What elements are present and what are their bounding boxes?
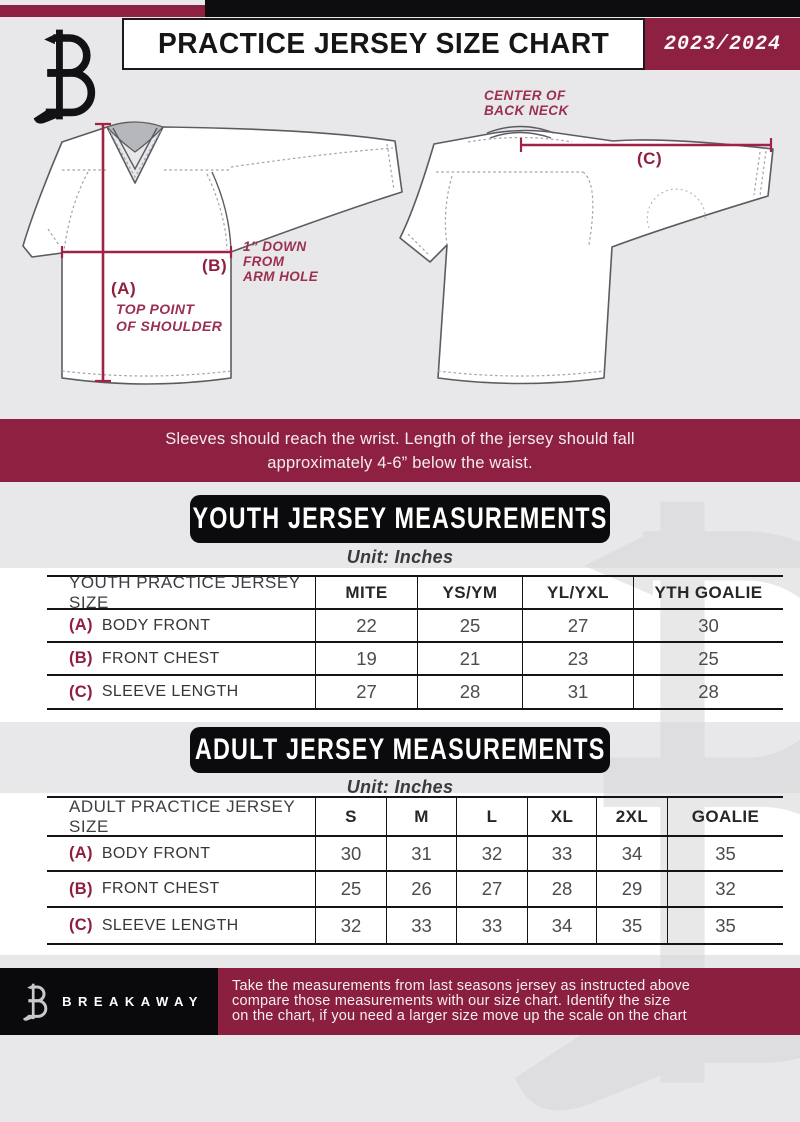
table-cell: 33 (456, 908, 527, 945)
center-back-neck-note (484, 88, 569, 118)
youth-size-table (47, 572, 783, 710)
table-cell: 35 (596, 908, 667, 945)
row-label: BODY FRONT (101, 844, 211, 862)
arm-hole-note (243, 239, 318, 284)
adult-size-table (47, 796, 783, 945)
table-cell: 21 (417, 643, 522, 676)
row-key: (C) (69, 682, 93, 701)
adult-section-badge (190, 727, 610, 773)
table-cell: 27 (315, 676, 417, 710)
table-header-cell: YS/YM (417, 577, 522, 610)
row-label: FRONT CHEST (101, 880, 220, 897)
table-header-cell: 2XL (596, 798, 667, 837)
fit-instruction-banner (0, 419, 800, 482)
top-point-shoulder-note (116, 301, 222, 335)
table-header-cell: XL (527, 798, 596, 837)
table-cell: 27 (456, 872, 527, 908)
adult-unit-label: Unit: Inches (346, 777, 454, 797)
footer-line: Take the measurements from last seasons jersey as instructed above (232, 977, 691, 994)
table-row-label (47, 908, 315, 945)
table-row-label (47, 643, 315, 676)
banner-line: Sleeves should reach the wrist. Length of the jersey should fall (165, 429, 635, 448)
row-label: SLEEVE LENGTH (101, 683, 239, 700)
note-line: 1” DOWN (243, 239, 307, 254)
table-cell: 28 (633, 676, 783, 710)
adult-section-title: ADULT JERSEY MEASUREMENTS (194, 733, 606, 766)
table-cell: 25 (417, 610, 522, 643)
table-cell: 31 (522, 676, 633, 710)
table-cell: 19 (315, 643, 417, 676)
row-label: SLEEVE LENGTH (101, 916, 239, 934)
measurement-key-c: (C) (637, 149, 663, 168)
breakaway-logo-icon (26, 20, 102, 132)
row-key: (A) (69, 616, 93, 634)
jersey-back-diagram (400, 127, 773, 384)
table-cell: 23 (522, 643, 633, 676)
footer-instructions (218, 968, 800, 1035)
footer (0, 968, 800, 1035)
row-label: FRONT CHEST (101, 649, 220, 667)
youth-section-badge (190, 495, 610, 543)
table-cell: 29 (596, 872, 667, 908)
table-header-cell: L (456, 798, 527, 837)
youth-unit-label: Unit: Inches (346, 547, 454, 567)
note-line: CENTER OF (484, 88, 566, 103)
banner-line: approximately 4-6” below the waist. (267, 453, 533, 472)
table-row-label (47, 837, 315, 872)
row-key: (A) (69, 844, 93, 862)
table-header-cell: MITE (315, 577, 417, 610)
table-row-label (47, 676, 315, 710)
table-cell: 32 (315, 908, 386, 945)
table-header-cell: GOALIE (667, 798, 783, 837)
footer-line: on the chart, if you need a larger size move up the scale on the chart (232, 1008, 687, 1025)
table-header-cell: YL/YXL (522, 577, 633, 610)
table-cell: 27 (522, 610, 633, 643)
note-line: OF SHOULDER (116, 318, 223, 334)
season-badge (645, 18, 800, 70)
footer-brand-block (0, 968, 218, 1035)
table-cell: 25 (315, 872, 386, 908)
note-line: ARM HOLE (243, 269, 319, 284)
table-cell: 28 (527, 872, 596, 908)
footer-line: compare those measurements with our size chart. Identify the size (232, 992, 671, 1009)
table-row-label (47, 872, 315, 908)
table-cell: 35 (667, 908, 783, 945)
table-cell: 26 (386, 872, 456, 908)
measurement-key-a: (A) (111, 279, 137, 298)
table-cell: 33 (527, 837, 596, 872)
table-cell: 33 (386, 908, 456, 945)
footer-brand-name: BREAKAWAY (62, 994, 204, 1009)
row-key: (B) (69, 649, 93, 667)
table-header-cell: S (315, 798, 386, 837)
breakaway-logo-icon (20, 981, 50, 1023)
table-cell: 30 (633, 610, 783, 643)
row-label: BODY FRONT (101, 616, 211, 634)
table-cell: 22 (315, 610, 417, 643)
row-key: (C) (69, 916, 93, 934)
note-line: BACK NECK (484, 103, 569, 118)
table-cell: 25 (633, 643, 783, 676)
table-header-cell: YOUTH PRACTICE JERSEY SIZE (47, 577, 315, 610)
table-header-cell: ADULT PRACTICE JERSEY SIZE (47, 798, 315, 837)
youth-section-title: YOUTH JERSEY MEASUREMENTS (192, 502, 608, 535)
table-cell: 30 (315, 837, 386, 872)
table-cell: 31 (386, 837, 456, 872)
table-row-label (47, 610, 315, 643)
note-line: TOP POINT (116, 301, 195, 317)
title-banner (122, 18, 645, 70)
table-cell: 32 (667, 872, 783, 908)
table-cell: 28 (417, 676, 522, 710)
row-key: (B) (69, 879, 93, 898)
page-title: PRACTICE JERSEY SIZE CHART (157, 27, 610, 60)
note-line: FROM (243, 254, 285, 269)
table-cell: 34 (527, 908, 596, 945)
table-cell: 32 (456, 837, 527, 872)
season-label: 2023/2024 (663, 32, 782, 56)
measurement-key-b: (B) (202, 256, 228, 275)
table-cell: 34 (596, 837, 667, 872)
table-header-cell: M (386, 798, 456, 837)
table-header-cell: YTH GOALIE (633, 577, 783, 610)
table-cell: 35 (667, 837, 783, 872)
